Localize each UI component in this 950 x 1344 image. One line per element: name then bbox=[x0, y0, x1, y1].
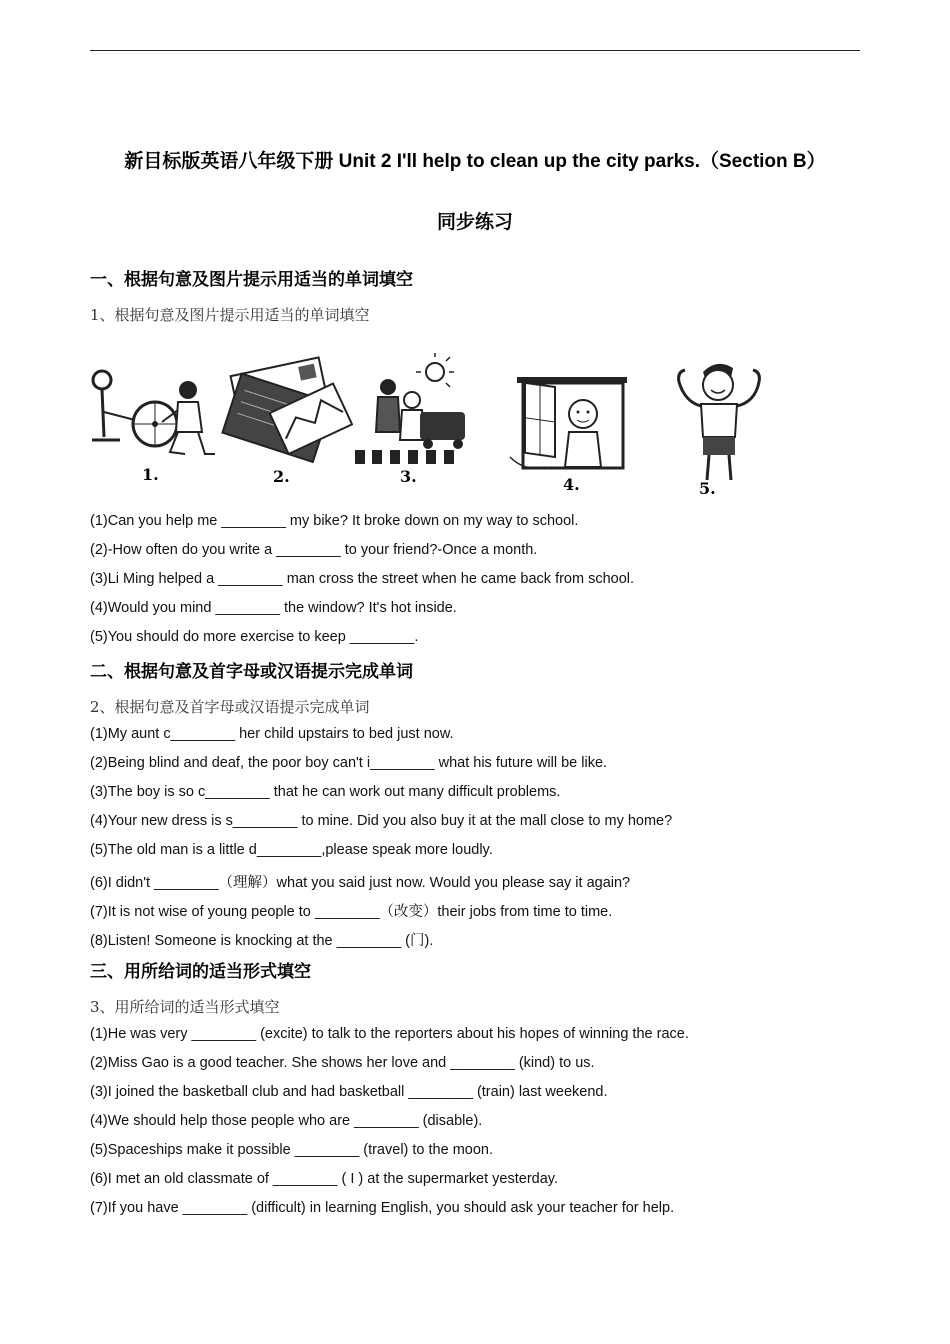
section1-question-2: (2)-How often do you write a ________ to your friend?-Once a month. bbox=[90, 542, 538, 558]
section2-question-3: (3)The boy is so c________ that he can work out many difficult problems. bbox=[90, 784, 561, 800]
picture-4 bbox=[505, 352, 640, 497]
section1-question-3: (3)Li Ming helped a ________ man cross the street when he came back from school. bbox=[90, 571, 635, 587]
healthy-boy-icon bbox=[665, 352, 775, 502]
section1-question-5: (5)You should do more exercise to keep ________. bbox=[90, 629, 419, 645]
section3-instruction: 3、用所给词的适当形式填空 bbox=[90, 998, 280, 1016]
page-subtitle: 同步练习 bbox=[436, 212, 513, 233]
section2-question-4: (4)Your new dress is s________ to mine. Did you also buy it at the mall close to my home? bbox=[90, 813, 673, 829]
header-rule bbox=[90, 50, 860, 51]
letters-icon bbox=[218, 352, 353, 492]
picture-1-label: 1. bbox=[142, 465, 159, 484]
page-title: 新目标版英语八年级下册 Unit 2 I'll help to clean up the city parks.（Section B） bbox=[124, 151, 826, 172]
section2-question-7: (7)It is not wise of young people to ________（改变）their jobs from time to time. bbox=[90, 904, 613, 920]
section1-heading: 一、根据句意及图片提示用适当的单词填空 bbox=[90, 270, 413, 289]
section1-question-4: (4)Would you mind ________ the window? It's hot inside. bbox=[90, 600, 457, 616]
section2-question-8: (8)Listen! Someone is knocking at the ________ (门). bbox=[90, 933, 434, 949]
section2-question-2: (2)Being blind and deaf, the poor boy can't i________ what his future will be like. bbox=[90, 755, 608, 771]
section2-heading: 二、根据句意及首字母或汉语提示完成单词 bbox=[90, 662, 413, 681]
open-window-icon bbox=[505, 352, 640, 497]
section3-question-1: (1)He was very ________ (excite) to talk to the reporters about his hopes of winning the race. bbox=[90, 1026, 689, 1042]
section3-question-7: (7)If you have ________ (difficult) in learning English, you should ask your teacher for help. bbox=[90, 1200, 675, 1216]
section3-heading: 三、用所给词的适当形式填空 bbox=[90, 962, 311, 981]
repair-bike-icon bbox=[90, 352, 220, 492]
section2-instruction: 2、根据句意及首字母或汉语提示完成单词 bbox=[90, 698, 370, 716]
section2-question-6: (6)I didn't ________（理解）what you said just now. Would you please say it again? bbox=[90, 875, 631, 891]
picture-2-label: 2. bbox=[273, 467, 290, 486]
section1-question-1: (1)Can you help me ________ my bike? It broke down on my way to school. bbox=[90, 513, 579, 529]
picture-3-label: 3. bbox=[400, 467, 417, 486]
section2-question-5: (5)The old man is a little d________,please speak more loudly. bbox=[90, 842, 493, 858]
section3-question-6: (6)I met an old classmate of ________ ( I ) at the supermarket yesterday. bbox=[90, 1171, 558, 1187]
picture-1 bbox=[90, 352, 220, 492]
picture-2 bbox=[218, 352, 353, 492]
section1-instruction: 1、根据句意及图片提示用适当的单词填空 bbox=[90, 306, 370, 324]
section2-question-1: (1)My aunt c________ her child upstairs to bed just now. bbox=[90, 726, 454, 742]
help-cross-street-icon bbox=[350, 352, 480, 492]
section3-question-4: (4)We should help those people who are ________ (disable). bbox=[90, 1113, 483, 1129]
picture-3 bbox=[350, 352, 480, 492]
picture-5-label: 5. bbox=[699, 479, 716, 498]
picture-4-label: 4. bbox=[563, 475, 580, 494]
picture-5 bbox=[665, 352, 775, 502]
section3-question-3: (3)I joined the basketball club and had basketball ________ (train) last weekend. bbox=[90, 1084, 608, 1100]
section3-question-5: (5)Spaceships make it possible ________ (travel) to the moon. bbox=[90, 1142, 493, 1158]
section3-question-2: (2)Miss Gao is a good teacher. She shows her love and ________ (kind) to us. bbox=[90, 1055, 595, 1071]
